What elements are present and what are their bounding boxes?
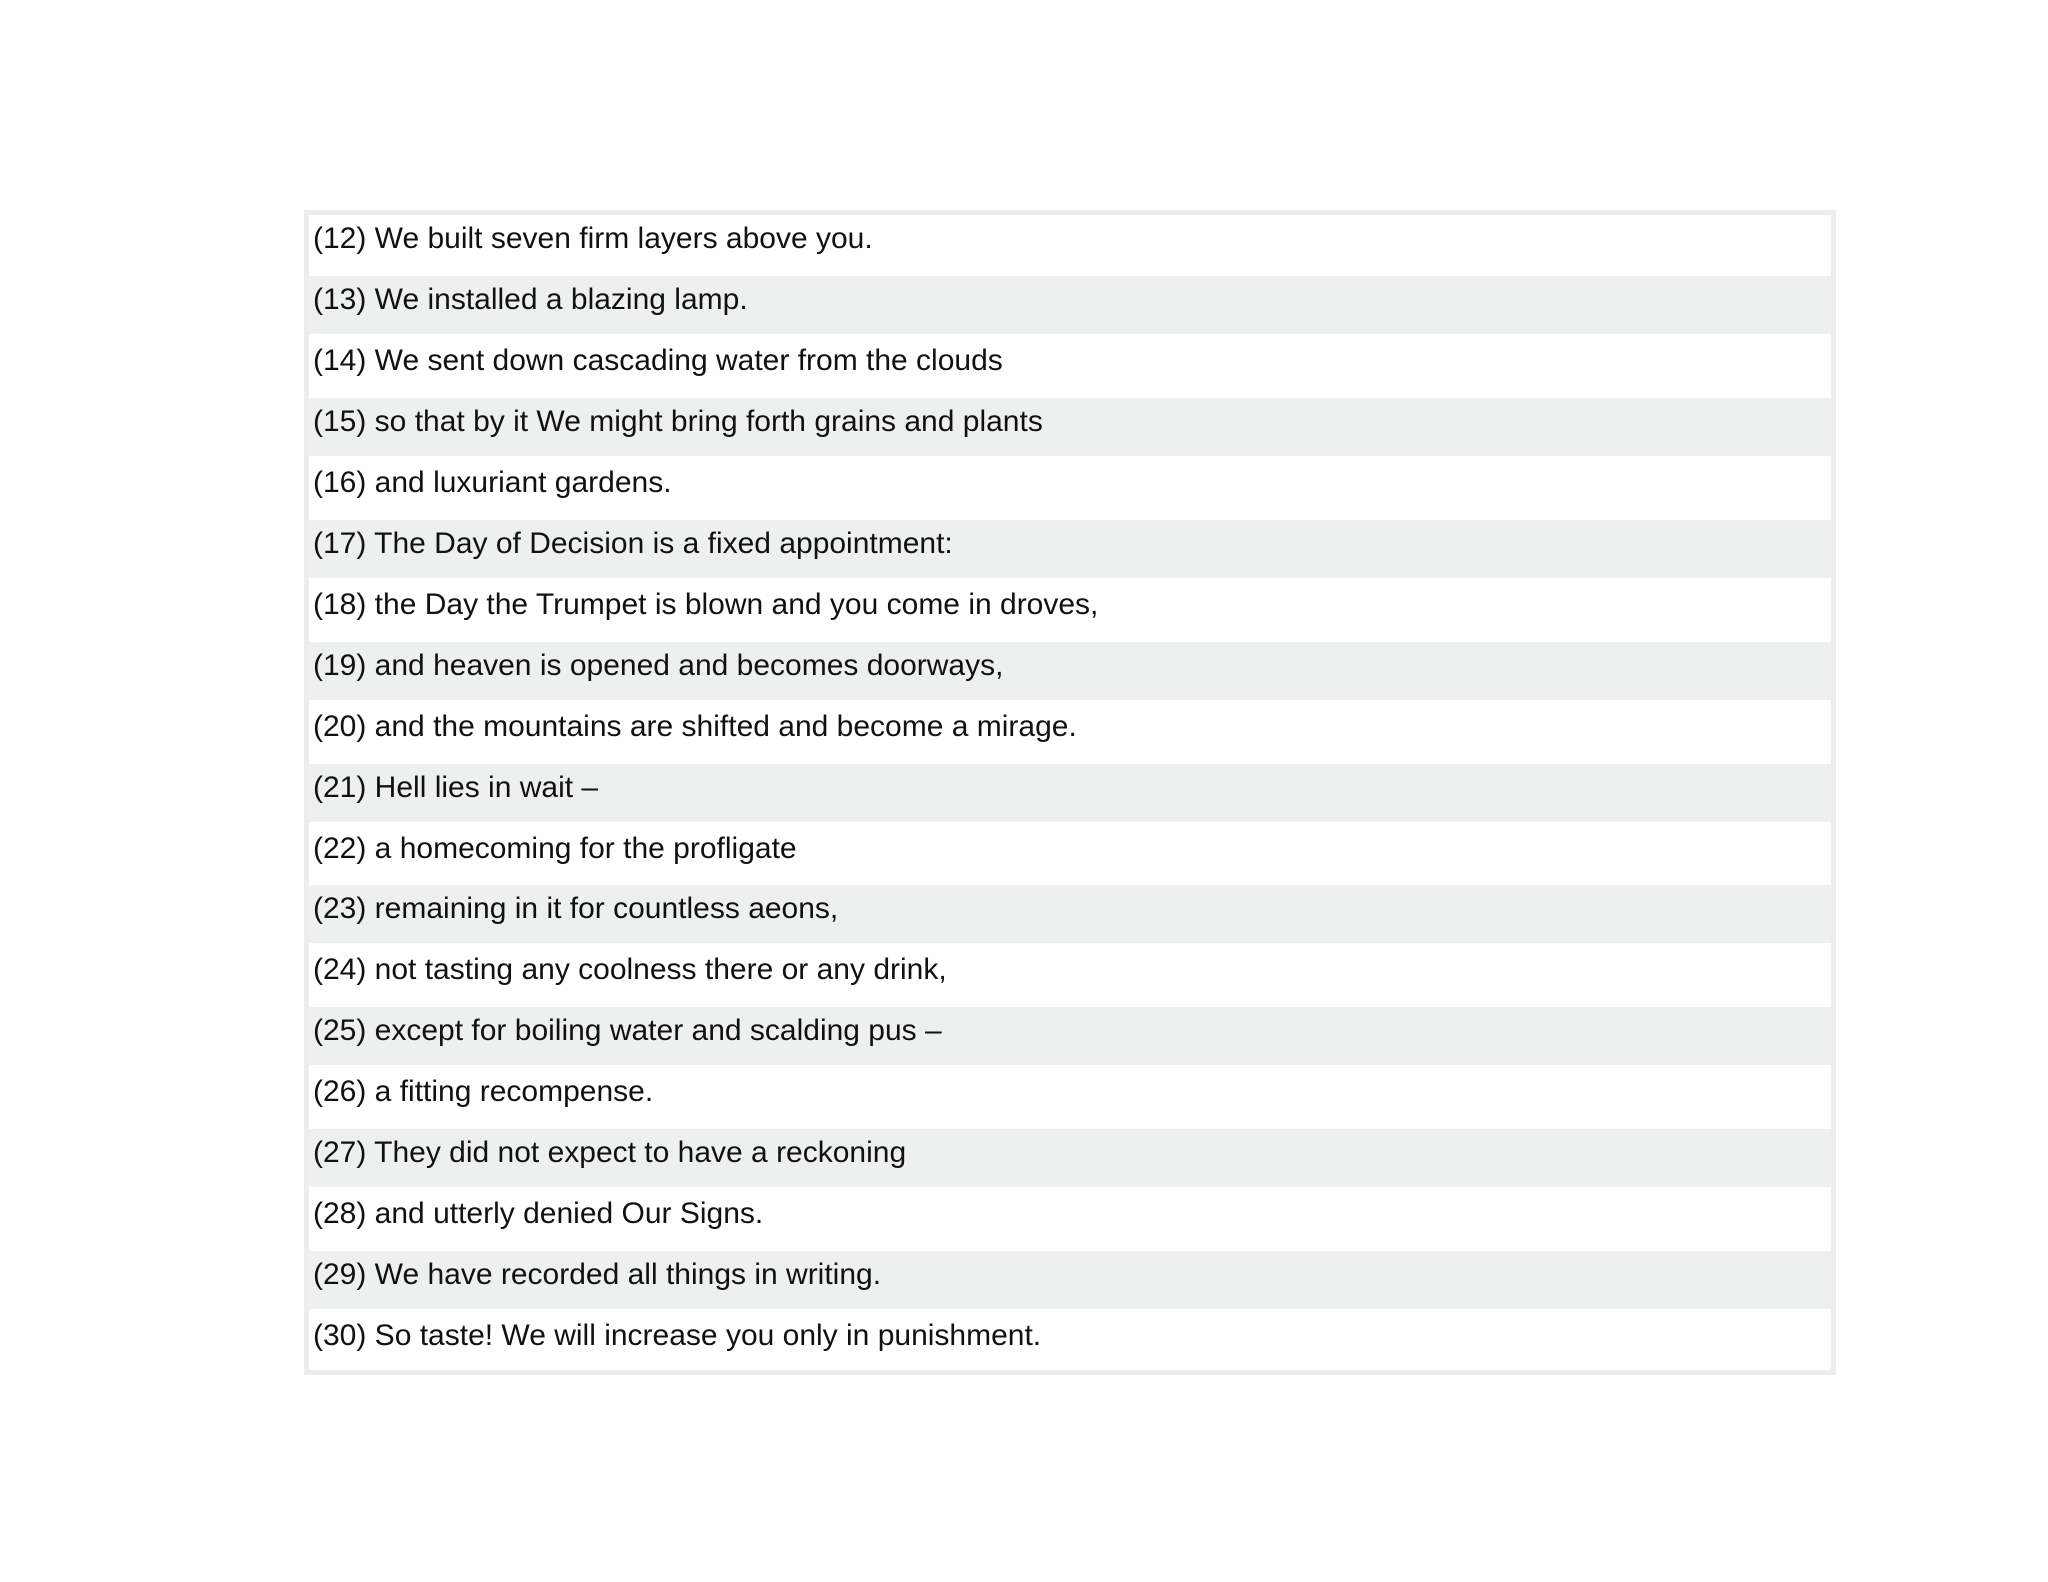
verse-row: (20) and the mountains are shifted and become a mirage. [309, 703, 1831, 764]
verse-row: (29) We have recorded all things in writing. [309, 1251, 1831, 1312]
verse-row: (25) except for boiling water and scalding pus – [309, 1007, 1831, 1068]
verse-row: (23) remaining in it for countless aeons, [309, 885, 1831, 946]
verse-row: (30) So taste! We will increase you only in punishment. [309, 1312, 1831, 1370]
verse-row: (26) a fitting recompense. [309, 1068, 1831, 1129]
verse-row: (18) the Day the Trumpet is blown and you come in droves, [309, 581, 1831, 642]
verse-row: (24) not tasting any coolness there or any drink, [309, 946, 1831, 1007]
verse-row: (21) Hell lies in wait – [309, 764, 1831, 825]
verse-row: (14) We sent down cascading water from the clouds [309, 337, 1831, 398]
verse-row: (13) We installed a blazing lamp. [309, 276, 1831, 337]
verse-row: (12) We built seven firm layers above you. [309, 215, 1831, 276]
verse-table [304, 210, 1836, 1375]
verse-row: (28) and utterly denied Our Signs. [309, 1190, 1831, 1251]
verse-row: (17) The Day of Decision is a fixed appointment: [309, 520, 1831, 581]
verse-row: (19) and heaven is opened and becomes doorways, [309, 642, 1831, 703]
verse-row: (15) so that by it We might bring forth grains and plants [309, 398, 1831, 459]
verse-row: (16) and luxuriant gardens. [309, 459, 1831, 520]
verse-row: (22) a homecoming for the profligate [309, 825, 1831, 886]
verse-row: (27) They did not expect to have a reckoning [309, 1129, 1831, 1190]
